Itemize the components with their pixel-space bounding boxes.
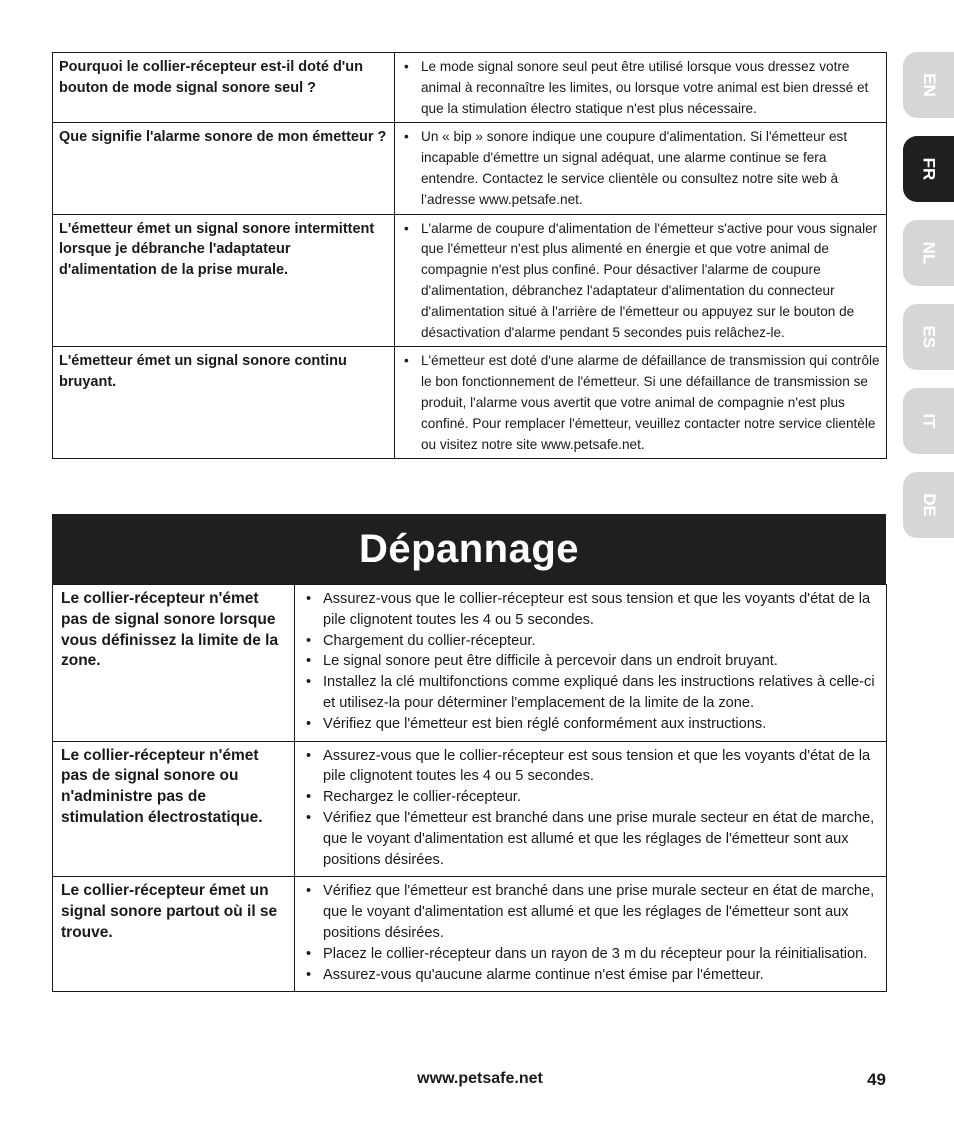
language-tab-es[interactable]: [903, 304, 954, 370]
answer-cell: [295, 877, 887, 992]
question-cell: [53, 585, 295, 742]
troubleshooting-row: [53, 585, 887, 742]
answer-list: [401, 219, 880, 344]
question-text: Que signifie l'alarme sonore de mon émetteur ?: [59, 129, 387, 146]
answer-item: • Assurez-vous que le collier-récepteur est sous tension et que les voyants d'état de la pile clignotent toutes les 4 ou 5 secondes.: [303, 589, 878, 631]
answer-list: [303, 881, 878, 985]
question-cell: [53, 123, 395, 214]
question-cell: [53, 347, 395, 459]
answer-cell: [395, 123, 887, 214]
language-tab-label: ES: [919, 325, 939, 349]
language-tab-fr[interactable]: [903, 136, 954, 202]
question-text: L'émetteur émet un signal sonore intermittent lorsque je débranche l'adaptateur d'alimentation de la prise murale.: [59, 220, 375, 278]
answer-item: • Chargement du collier-récepteur.: [303, 631, 878, 652]
footer-url[interactable]: www.petsafe.net: [417, 1070, 543, 1087]
faq-table-body: [53, 53, 887, 459]
answer-cell: [295, 741, 887, 877]
answer-cell: [395, 53, 887, 123]
question-text: Le collier-récepteur n'émet pas de signal sonore lorsque vous définissez la limite de la zone.: [61, 590, 279, 670]
language-tabs: [903, 52, 954, 556]
question-cell: [53, 214, 395, 347]
answer-item: • L'émetteur est doté d'une alarme de défaillance de transmission qui contrôle le bon fonctionnement de l'émetteur. Si une défaillance de transmission se produit, l'alarme vous avertit que votre animal de compagnie n'est plus confiné. Pour remplacer l'émetteur, veuillez contacter notre service clientèle ou visitez notre site www.petsafe.net.: [401, 351, 880, 455]
faq-row: [53, 53, 887, 123]
answer-item: • Le signal sonore peut être difficile à percevoir dans un endroit bruyant.: [303, 651, 878, 672]
question-text: Pourquoi le collier-récepteur est-il doté d'un bouton de mode signal sonore seul ?: [59, 59, 363, 96]
page-number: 49: [867, 1070, 886, 1089]
answer-item: • L'alarme de coupure d'alimentation de l'émetteur s'active pour vous signaler que l'émetteur n'est plus alimenté en énergie et que votre animal de compagnie n'est plus confiné. Pour désactiver l'alarme de coupure d'alimentation, débranchez l'adaptateur d'alimentation du connecteur d'alimentation situé à l'arrière de l'émetteur ou appuyez sur le bouton de désactivation d'alarme pendant 5 secondes puis relâchez-le.: [401, 219, 880, 344]
language-tab-label: DE: [919, 493, 939, 517]
question-text: L'émetteur émet un signal sonore continu bruyant.: [59, 353, 347, 390]
question-text: Le collier-récepteur émet un signal sonore partout où il se trouve.: [61, 882, 278, 941]
answer-item: • Un « bip » sonore indique une coupure d'alimentation. Si l'émetteur est incapable d'émettre un signal adéquat, une alarme continue se fera entendre. Contactez le service clientèle ou consultez notre site web à l’adresse www.petsafe.net.: [401, 127, 880, 210]
language-tab-label: NL: [919, 241, 939, 265]
troubleshooting-row: [53, 741, 887, 877]
language-tab-label: FR: [919, 157, 939, 181]
answer-item: • Le mode signal sonore seul peut être utilisé lorsque vous dressez votre animal à reconnaître les limites, ou lorsque votre animal est bien dressé et que la stimulation électro statique n'est plus nécessaire.: [401, 57, 880, 119]
language-tab-it[interactable]: [903, 388, 954, 454]
answer-item: • Assurez-vous que le collier-récepteur est sous tension et que les voyants d'état de la pile clignotent toutes les 4 ou 5 secondes.: [303, 746, 878, 788]
answer-item: • Assurez-vous qu'aucune alarme continue n'est émise par l'émetteur.: [303, 965, 878, 986]
troubleshooting-table: [52, 584, 887, 992]
language-tab-de[interactable]: [903, 472, 954, 538]
language-tab-nl[interactable]: [903, 220, 954, 286]
answer-cell: [295, 585, 887, 742]
answer-list: [401, 127, 880, 210]
answer-item: • Rechargez le collier-récepteur.: [303, 787, 878, 808]
language-tab-label: IT: [919, 413, 939, 429]
question-cell: [53, 741, 295, 877]
answer-list: [401, 351, 880, 455]
answer-cell: [395, 214, 887, 347]
question-cell: [53, 53, 395, 123]
troubleshooting-header: [52, 514, 886, 584]
troubleshooting-row: [53, 877, 887, 992]
question-cell: [53, 877, 295, 992]
faq-row: [53, 347, 887, 459]
answer-list: [303, 746, 878, 871]
answer-list: [401, 57, 880, 119]
faq-row: [53, 123, 887, 214]
language-tab-en[interactable]: [903, 52, 954, 118]
faq-table: [52, 52, 887, 459]
answer-cell: [395, 347, 887, 459]
faq-row: [53, 214, 887, 347]
answer-item: • Placez le collier-récepteur dans un rayon de 3 m du récepteur pour la réinitialisation.: [303, 944, 878, 965]
troubleshooting-title: Dépannage: [358, 526, 580, 571]
answer-item: • Vérifiez que l'émetteur est branché dans une prise murale secteur en état de marche, que le voyant d'alimentation est allumé et que les réglages de l'émetteur sont aux positions désirées.: [303, 881, 878, 943]
answer-item: • Vérifiez que l'émetteur est branché dans une prise murale secteur en état de marche, que le voyant d'alimentation est allumé et que les réglages de l'émetteur sont aux positions désirées.: [303, 808, 878, 870]
language-tab-label: EN: [919, 73, 939, 97]
answer-list: [303, 589, 878, 735]
answer-item: • Installez la clé multifonctions comme expliqué dans les instructions relatives à celle-ci et utilisez-la pour déterminer l'emplacement de la limite de la zone.: [303, 672, 878, 714]
troubleshooting-table-body: [53, 585, 887, 992]
question-text: Le collier-récepteur n'émet pas de signal sonore ou n'administre pas de stimulation électrostatique.: [61, 746, 263, 826]
answer-item: • Vérifiez que l'émetteur est bien réglé conformément aux instructions.: [303, 714, 878, 735]
